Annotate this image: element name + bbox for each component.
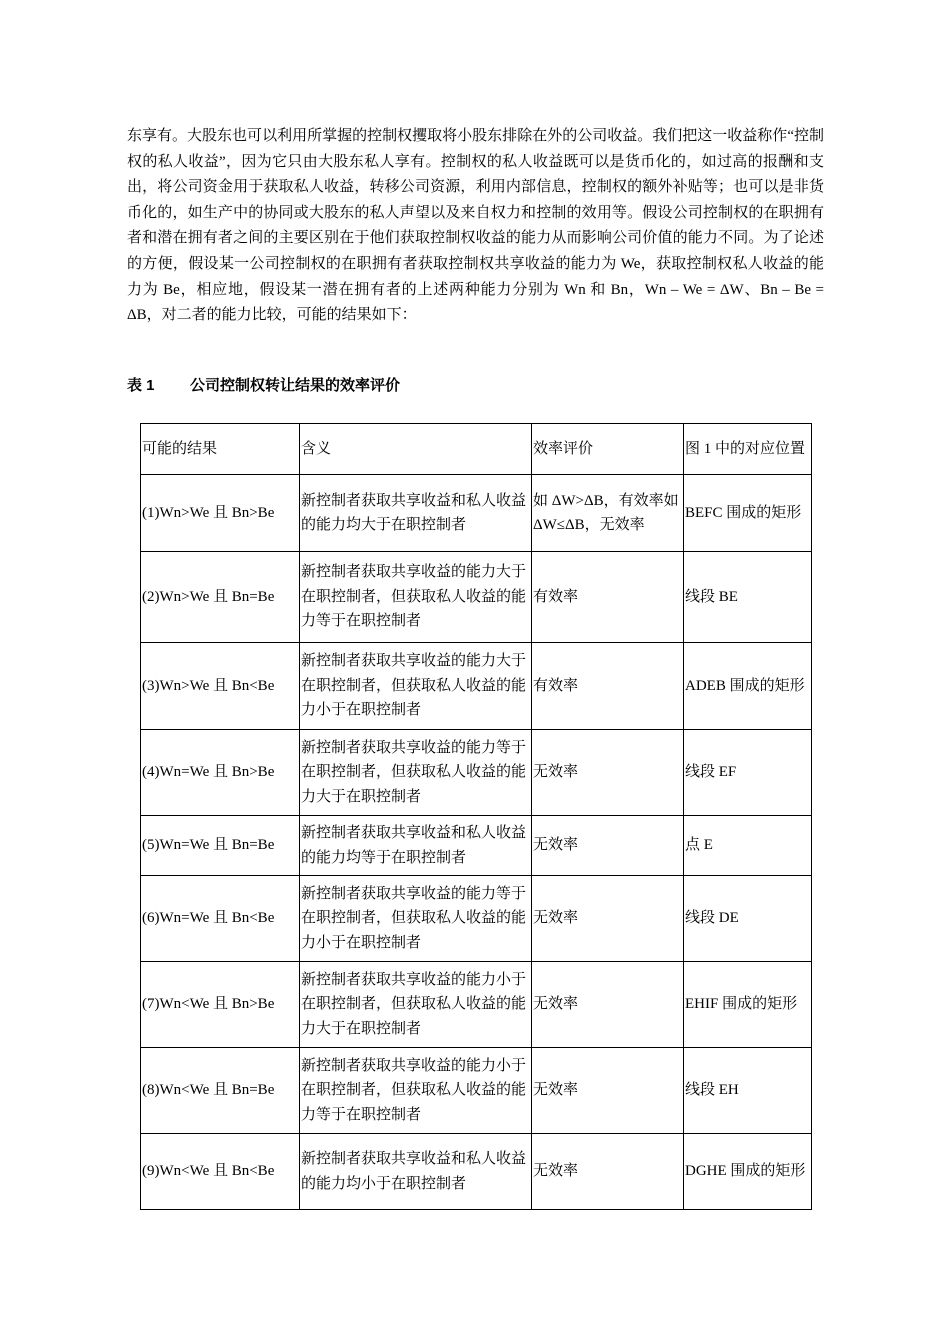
table-row xyxy=(141,876,812,962)
cell-efficiency: 无效率 xyxy=(532,876,684,962)
cell-efficiency: 如 ΔW>ΔB，有效率如 ΔW≤ΔB，无效率 xyxy=(532,475,684,552)
cell-efficiency: 无效率 xyxy=(532,816,684,876)
cell-meaning: 新控制者获取共享收益的能力大于在职控制者，但获取私人收益的能力等于在职控制者 xyxy=(300,552,532,643)
cell-position: 线段 DE xyxy=(684,876,812,962)
cell-meaning: 新控制者获取共享收益和私人收益的能力均等于在职控制者 xyxy=(300,816,532,876)
body-paragraph: 东享有。大股东也可以利用所掌握的控制权攫取将小股东排除在外的公司收益。我们把这一收益称作“控制权的私人收益”，因为它只由大股东私人享有。控制权的私人收益既可以是货币化的，如过高的报酬和支出，将公司资金用于获取私人收益，转移公司资源，利用内部信息，控制权的额外补贴等；也可以是非货币化的，如生产中的协同或大股东的私人声望以及来自权力和控制的效用等。假设公司控制权的在职拥有者和潜在拥有者之间的主要区别在于他们获取控制权收益的能力从而影响公司价值的能力不同。为了论述的方便，假设某一公司控制权的在职拥有者获取控制权共享收益的能力为 We，获取控制权私人收益的能力为 Be，相应地，假设某一潜在拥有者的上述两种能力分别为 Wn 和 Bn，Wn – We = ΔW、Bn – Be = ΔB，对二者的能力比较，可能的结果如下： xyxy=(127,128,824,324)
cell-efficiency: 无效率 xyxy=(532,1134,684,1210)
cell-position: 点 E xyxy=(684,816,812,876)
cell-result: (7)Wn<We 且 Bn>Be xyxy=(141,962,300,1048)
header-cell-efficiency: 效率评价 xyxy=(532,424,684,475)
header-cell-result: 可能的结果 xyxy=(141,424,300,475)
table-caption-number: 表 1 xyxy=(127,377,155,394)
table-row xyxy=(141,475,812,552)
table-row xyxy=(141,730,812,816)
cell-position: 线段 EH xyxy=(684,1048,812,1134)
cell-meaning: 新控制者获取共享收益的能力等于在职控制者，但获取私人收益的能力大于在职控制者 xyxy=(300,730,532,816)
cell-result: (4)Wn=We 且 Bn>Be xyxy=(141,730,300,816)
cell-result: (6)Wn=We 且 Bn<Be xyxy=(141,876,300,962)
table-caption xyxy=(127,374,400,395)
cell-position: BEFC 围成的矩形 xyxy=(684,475,812,552)
cell-result: (2)Wn>We 且 Bn=Be xyxy=(141,552,300,643)
cell-position: EHIF 围成的矩形 xyxy=(684,962,812,1048)
cell-result: (8)Wn<We 且 Bn=Be xyxy=(141,1048,300,1134)
cell-meaning: 新控制者获取共享收益的能力小于在职控制者，但获取私人收益的能力等于在职控制者 xyxy=(300,1048,532,1134)
table-header-row xyxy=(141,424,812,475)
cell-result: (1)Wn>We 且 Bn>Be xyxy=(141,475,300,552)
header-cell-position: 图 1 中的对应位置 xyxy=(684,424,812,475)
cell-meaning: 新控制者获取共享收益和私人收益的能力均大于在职控制者 xyxy=(300,475,532,552)
cell-efficiency: 有效率 xyxy=(532,552,684,643)
cell-meaning: 新控制者获取共享收益的能力等于在职控制者，但获取私人收益的能力小于在职控制者 xyxy=(300,876,532,962)
cell-result: (5)Wn=We 且 Bn=Be xyxy=(141,816,300,876)
table-row xyxy=(141,816,812,876)
table-row xyxy=(141,643,812,730)
cell-position: DGHE 围成的矩形 xyxy=(684,1134,812,1210)
cell-meaning: 新控制者获取共享收益和私人收益的能力均小于在职控制者 xyxy=(300,1134,532,1210)
header-cell-meaning: 含义 xyxy=(300,424,532,475)
cell-result: (9)Wn<We 且 Bn<Be xyxy=(141,1134,300,1210)
cell-efficiency: 无效率 xyxy=(532,1048,684,1134)
efficiency-table xyxy=(140,423,812,1210)
cell-meaning: 新控制者获取共享收益的能力大于在职控制者，但获取私人收益的能力小于在职控制者 xyxy=(300,643,532,730)
cell-efficiency: 有效率 xyxy=(532,643,684,730)
cell-position: 线段 EF xyxy=(684,730,812,816)
table-row xyxy=(141,1048,812,1134)
cell-result: (3)Wn>We 且 Bn<Be xyxy=(141,643,300,730)
cell-efficiency: 无效率 xyxy=(532,962,684,1048)
table-row xyxy=(141,962,812,1048)
table-row xyxy=(141,1134,812,1210)
cell-position: ADEB 围成的矩形 xyxy=(684,643,812,730)
cell-meaning: 新控制者获取共享收益的能力小于在职控制者，但获取私人收益的能力大于在职控制者 xyxy=(300,962,532,1048)
cell-position: 线段 BE xyxy=(684,552,812,643)
table-caption-title: 公司控制权转让结果的效率评价 xyxy=(190,377,401,394)
table-row xyxy=(141,552,812,643)
cell-efficiency: 无效率 xyxy=(532,730,684,816)
